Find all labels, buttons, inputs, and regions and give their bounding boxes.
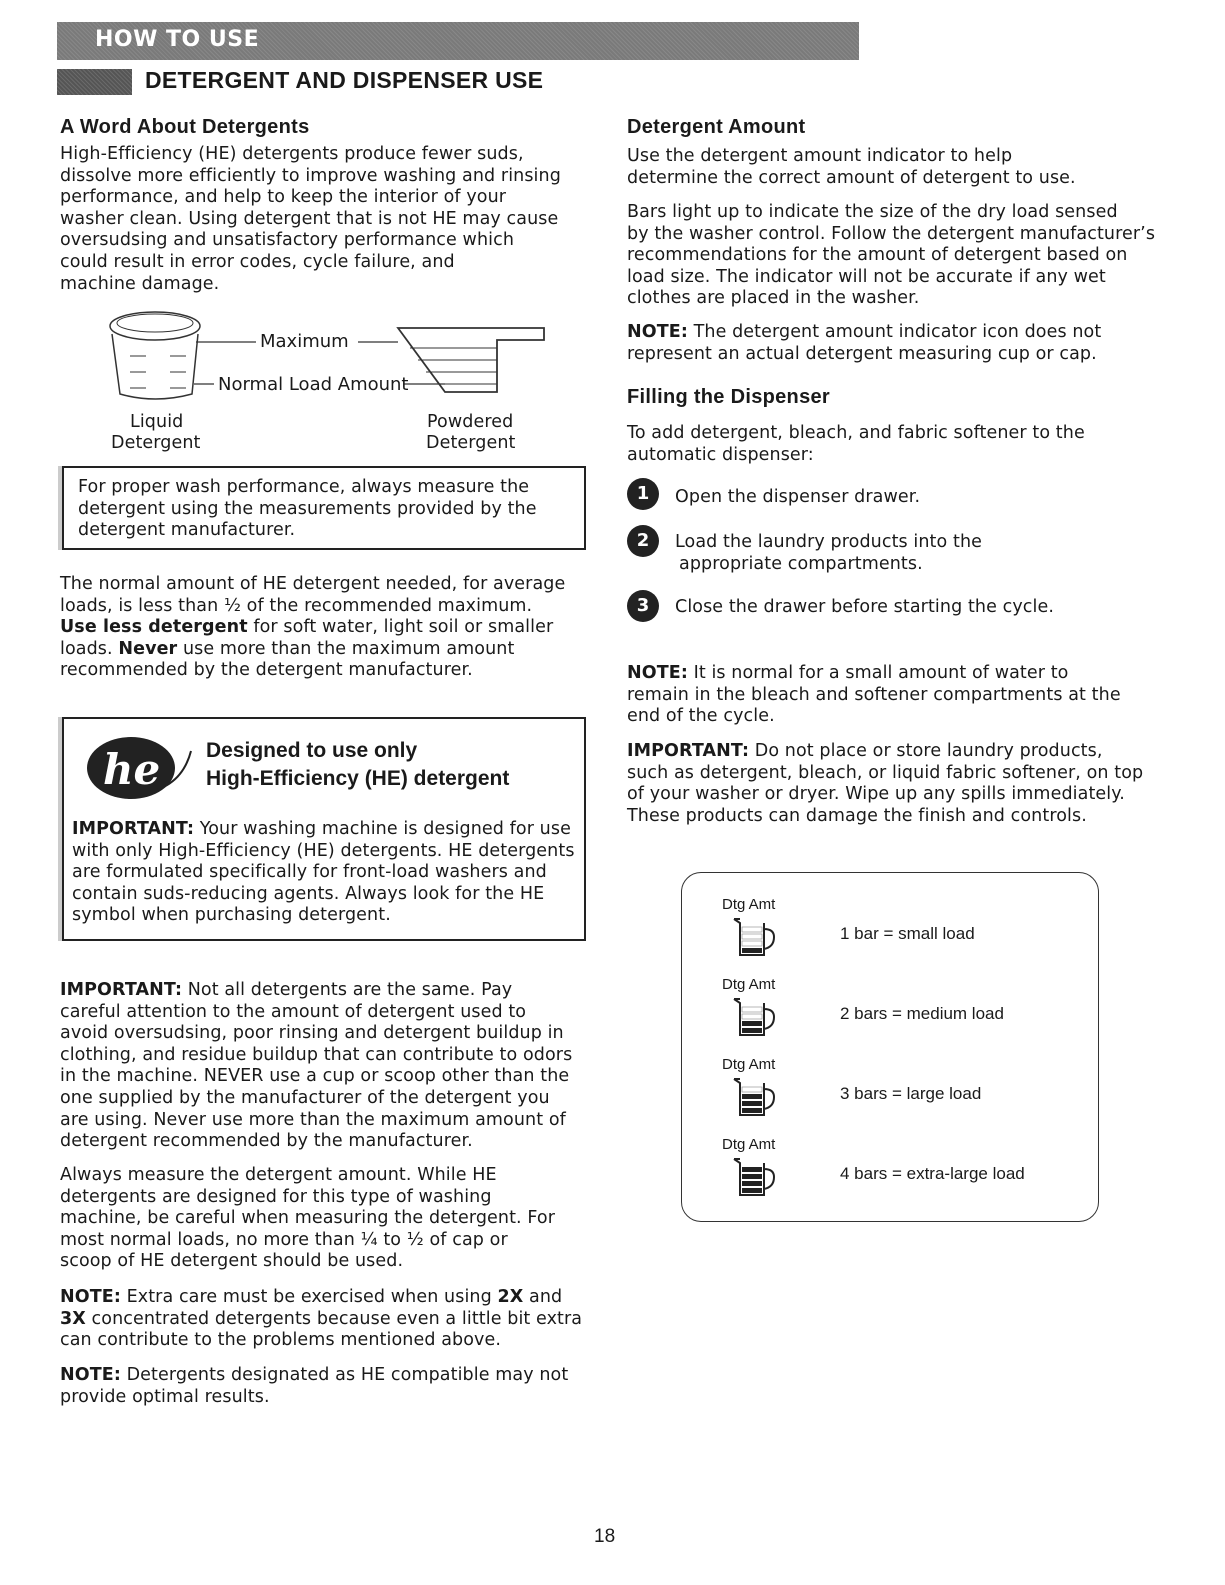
lit-bar (742, 1094, 762, 1099)
cup-bars-icon (730, 915, 800, 961)
cup-bars-icon (730, 1155, 800, 1201)
he-detergent-box (62, 717, 586, 941)
indicator-row (682, 1133, 1098, 1213)
normal-load-label: Normal Load Amount (218, 374, 409, 395)
lit-bar (742, 1101, 762, 1106)
dtg-amt-label: Dtg Amt (722, 1056, 776, 1073)
detergent-indicator-panel (681, 872, 1099, 1222)
page-number: 18 (594, 1526, 616, 1547)
step-3-text: Close the drawer before starting the cycle. (675, 597, 1055, 617)
cup-bars-icon (730, 1075, 800, 1121)
lit-bar (742, 948, 762, 953)
load-size-description: 2 bars = medium load (840, 1004, 1004, 1023)
section-banner (57, 22, 859, 60)
indicator-row (682, 893, 1098, 973)
section-title: DETERGENT AND DISPENSER USE (145, 67, 544, 93)
word-about-detergents-text: High-Efficiency (HE) detergents produce fewer suds, dissolve more efficiently to improve washing and rinsing performance, and help to keep the interior of your washer clean. Using detergent that is not HE may cause oversudsing and unsatisfactory performance which could result in error codes, cycle failure, and machine damage. (60, 144, 561, 294)
filling-dispenser-heading: Filling the Dispenser (627, 386, 830, 408)
step-number-1: 1 (627, 478, 659, 510)
dtg-amt-label: Dtg Amt (722, 896, 776, 913)
step-number-3: 3 (627, 590, 659, 622)
cup-bars-icon (730, 995, 800, 1041)
lit-bar (742, 1028, 762, 1033)
step-3 (627, 590, 1055, 622)
unlit-bar (742, 934, 762, 939)
measure-notice-box: For proper wash performance, always measure the detergent using the measurements provided by the detergent manufacturer. (62, 466, 586, 550)
he-compatible-note: NOTE: Detergents designated as HE compatible may not provide optimal results. (60, 1365, 569, 1407)
unlit-bar (742, 941, 762, 946)
load-size-description: 1 bar = small load (840, 924, 975, 943)
lit-bar (742, 1188, 762, 1193)
step-1-text: Open the dispenser drawer. (675, 487, 921, 507)
powdered-label-line2: Detergent (426, 433, 516, 453)
he-logo-icon (81, 731, 193, 801)
dtg-amt-label: Dtg Amt (722, 1136, 776, 1153)
liquid-label-line1: Liquid (130, 412, 184, 432)
detergent-amount-heading: Detergent Amount (627, 116, 806, 138)
lit-bar (742, 1181, 762, 1186)
section-marker (57, 69, 132, 95)
step-number-2: 2 (627, 525, 659, 557)
storage-important: IMPORTANT: Do not place or store laundry products, such as detergent, bleach, or liquid fabric softener, on top of your washer or dryer. Wipe up any spills immediately. These products can damage the finish and controls. (627, 741, 1144, 826)
step-1 (627, 478, 921, 510)
step-2 (627, 525, 983, 574)
he-box-title-line1: Designed to use only (206, 739, 418, 762)
dtg-amt-label: Dtg Amt (722, 976, 776, 993)
concentrated-note: NOTE: Extra care must be exercised when using 2X and 3X concentrated detergents because even a little bit extra can contribute to the problems mentioned above. (60, 1287, 583, 1351)
unlit-bar (742, 1014, 762, 1019)
detergent-amount-intro: Use the detergent amount indicator to help determine the correct amount of detergent to use. (627, 146, 1076, 188)
detergent-amount-bars-text: Bars light up to indicate the size of the dry load sensed by the washer control. Follow the detergent manufacturer’s recommendations for the amount of detergent based on load size. The indicator will not be accurate if any wet clothes are placed in the washer. (627, 202, 1156, 309)
lit-bar (742, 1021, 762, 1026)
svg-text:he: he (103, 745, 161, 794)
load-size-description: 3 bars = large load (840, 1084, 982, 1103)
banner-title: HOW TO USE (95, 27, 260, 52)
important-detergents-paragraph: IMPORTANT: Not all detergents are the same. Pay careful attention to the amount of detergent used to avoid oversudsing, poor rinsing and detergent buildup in clothing, and residue buildup that can contribute to odors in the machine. NEVER use a cup or scoop other than the one supplied by the manufacturer of the detergent you are using. Never use more than the maximum amount of detergent recommended by the manufacturer. (60, 980, 573, 1152)
always-measure-paragraph: Always measure the detergent amount. While HE detergents are designed for this type of washing machine, be careful when measuring the detergent. For most normal loads, no more than ¼ to ½ of cap or scoop of HE detergent should be used. (60, 1165, 556, 1272)
lit-bar (742, 1174, 762, 1179)
step-2-text: Load the laundry products into the appropriate compartments. (675, 532, 983, 574)
normal-amount-paragraph: The normal amount of HE detergent needed, for average loads, is less than ½ of the recommended maximum. Use less detergent for soft water, light soil or smaller loads. Never use more than the maximum amount recommended by the detergent manufacturer. (60, 574, 566, 681)
indicator-note: NOTE: The detergent amount indicator icon does not represent an actual detergent measuring cup or cap. (627, 322, 1102, 364)
unlit-bar (742, 1087, 762, 1092)
lit-bar (742, 1108, 762, 1113)
he-box-text: IMPORTANT: Your washing machine is designed for use with only High-Efficiency (HE) detergents. HE detergents are formulated specifically for front-load washers and contain suds-reducing agents. Always look for the HE symbol when purchasing detergent. (72, 819, 575, 926)
unlit-bar (742, 1007, 762, 1012)
he-box-title-line2: High-Efficiency (HE) detergent (206, 767, 510, 790)
load-size-description: 4 bars = extra-large load (840, 1164, 1025, 1183)
water-remains-note: NOTE: It is normal for a small amount of water to remain in the bleach and softener compartments at the end of the cycle. (627, 663, 1121, 727)
word-about-detergents-heading: A Word About Detergents (60, 116, 310, 138)
liquid-label-line2: Detergent (111, 433, 201, 453)
indicator-row (682, 1053, 1098, 1133)
lit-bar (742, 1167, 762, 1172)
indicator-row (682, 973, 1098, 1053)
filling-intro: To add detergent, bleach, and fabric softener to the automatic dispenser: (627, 423, 1085, 465)
unlit-bar (742, 927, 762, 932)
powdered-label-line1: Powdered (427, 412, 514, 432)
maximum-label: Maximum (260, 331, 349, 352)
